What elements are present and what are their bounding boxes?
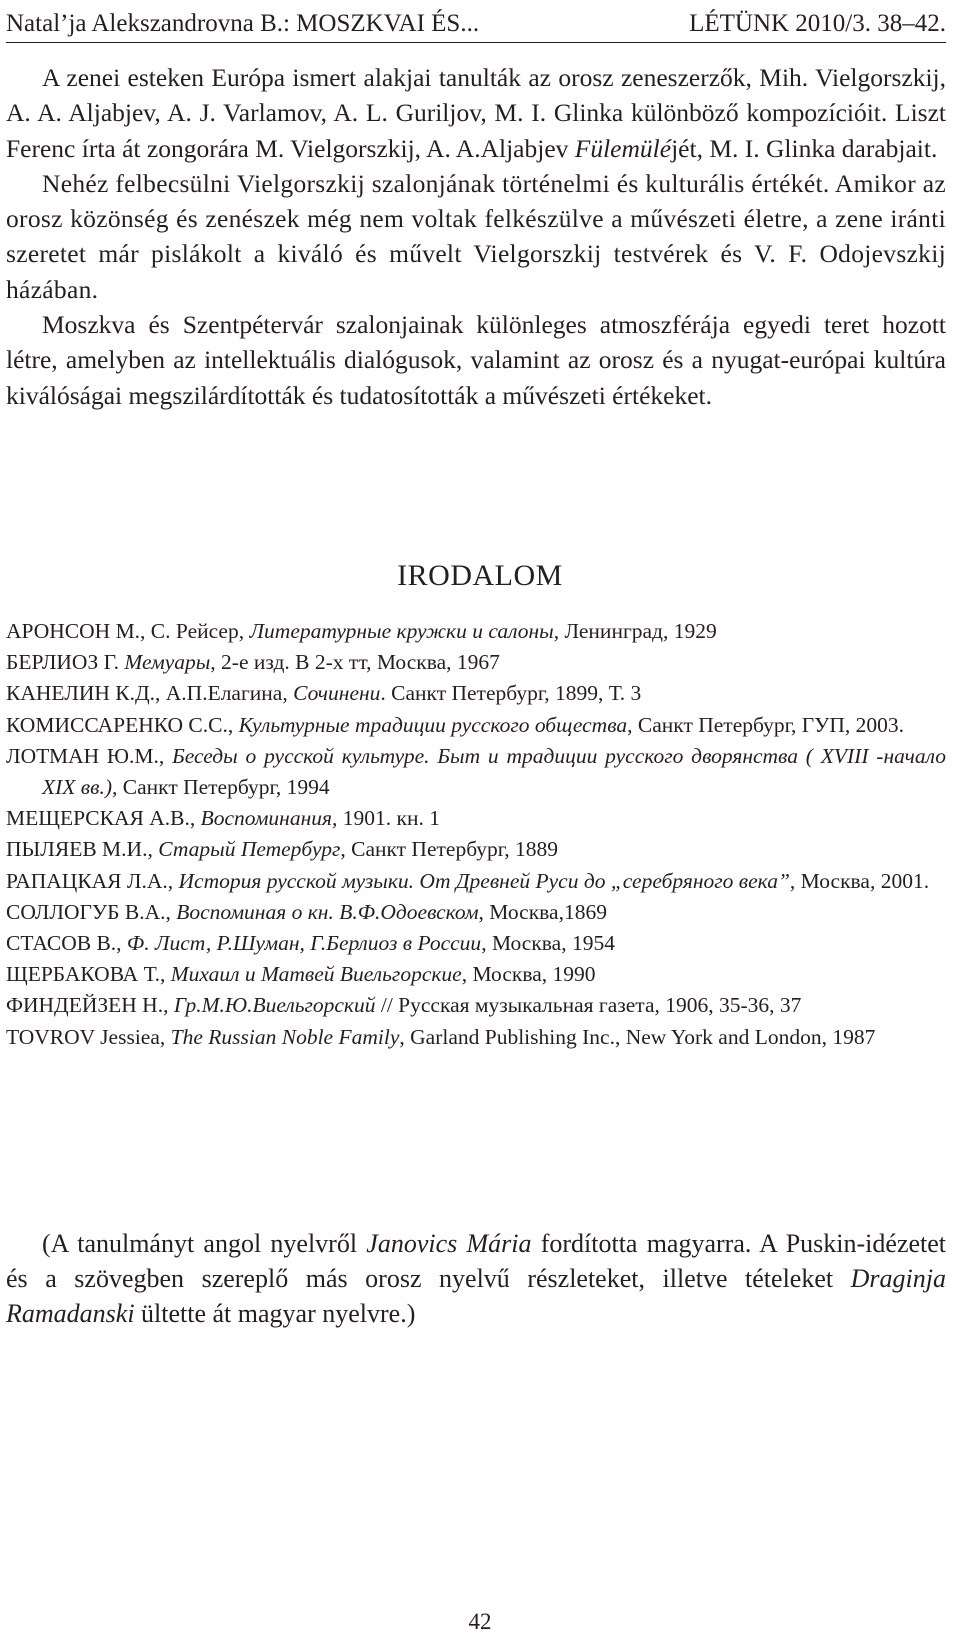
reference-item: КОМИССАРЕНКО С.С., Культурные традиции русского общества, Санкт Петербург, ГУП, 2003. (6, 712, 905, 737)
running-header (6, 6, 946, 43)
reference-item: МЕЩЕРСКАЯ А.В., Воспоминания, 1901. кн. 1 (6, 806, 440, 831)
translator-name: Janovics Mária (366, 1229, 532, 1258)
reference-item: КАНЕЛИН К.Д., А.П.Елагина, Сочинени. Санкт Петербург, 1899, Т. 3 (6, 681, 642, 706)
reference-item: СОЛЛОГУБ В.А., Воспоминая о кн. В.Ф.Одоевском, Москва,1869 (6, 899, 607, 924)
reference-list (6, 616, 946, 1053)
paragraph-1: A zenei esteken Európa ismert alakjai tanulták az orosz zeneszerzők, Mih. Vielgorszkij, A. A. Aljabjev, A. J. Varlamov, A. L. Guriljov, M. I. Glinka különböző kompozícióit. Liszt Ferenc írta át zongorára M. Vielgorszkij, A. A.Aljabjev Fülemüléjét, M. I. Glinka darabjait. (6, 63, 946, 163)
reference-item: ЩЕРБАКОВА Т., Михаил и Матвей Виельгорские, Москва, 1990 (6, 962, 596, 987)
translator-note: (A tanulmányt angol nyelvről Janovics Mária fordította magyarra. A Puskin-idézetet és a szövegben szereplő más orosz nyelvű részleteket, illetve tételeket Draginja Ramadanski ültette át magyar nyelvre.) (6, 1229, 947, 1328)
article-body (6, 60, 946, 413)
paragraph-3: Moszkva és Szentpétervár szalonjainak különleges atmoszférája egyedi teret hozott létre, amelyben az intellektuális dialógusok, valamint az orosz és a nyugat-európai kultúra kiválóságai megszilárdították és tudatosították a művészeti értékeket. (6, 310, 946, 410)
reference-item: АРОНСОН М., С. Рейсер, Литературные кружки и салоны, Ленинград, 1929 (6, 619, 717, 643)
reference-item: БЕРЛИОЗ Г. Мемуары, 2-е изд. В 2-х тт, Москва, 1967 (6, 650, 500, 675)
page-number: 42 (468, 1609, 492, 1634)
translator-name: Draginja Ramadanski (6, 1264, 946, 1328)
reference-item: РАПАЦКАЯ Л.А., История русской музыки. От Древней Руси до „серебряного века”, Москва, 2001. (6, 868, 930, 893)
reference-item: ЛОТМАН Ю.М., Беседы о русской культуре. Быт и традиции русского дворянства ( XVIII -начало XIX вв.), Санкт Петербург, 1994 (6, 743, 946, 800)
reference-item: ФИНДЕЙЗЕН Н., Гр.М.Ю.Виельгорский // Русская музыкальная газета, 1906, 35-36, 37 (6, 993, 802, 1018)
literature-heading: IRODALOM (397, 559, 563, 592)
running-header-right: LÉTÜNK 2010/3. 38–42. (689, 10, 946, 37)
italic-title: Fülemülé (574, 133, 672, 163)
reference-item: СТАСОВ В., Ф. Лист, Р.Шуман, Г.Берлиоз в России, Москва, 1954 (6, 931, 615, 956)
reference-item: TOVROV Jessiea, The Russian Noble Family, Garland Publishing Inc., New York and London, 1987 (6, 1024, 876, 1049)
running-header-left: Natal’ja Alekszandrovna B.: MOSZKVAI ÉS... (6, 10, 480, 37)
paragraph-2: Nehéz felbecsülni Vielgorszkij szalonjának történelmi és kulturális értékét. Amikor az orosz közönség és zenészek még nem voltak felkészülve a művészeti életre, a zene iránti szeretet már pislákolt a kiváló és művelt Vielgorszkij testvérek és V. F. Odojevszkij házában. (6, 168, 946, 304)
reference-item: ПЫЛЯЕВ М.И., Старый Петербург, Санкт Петербург, 1889 (6, 837, 558, 862)
